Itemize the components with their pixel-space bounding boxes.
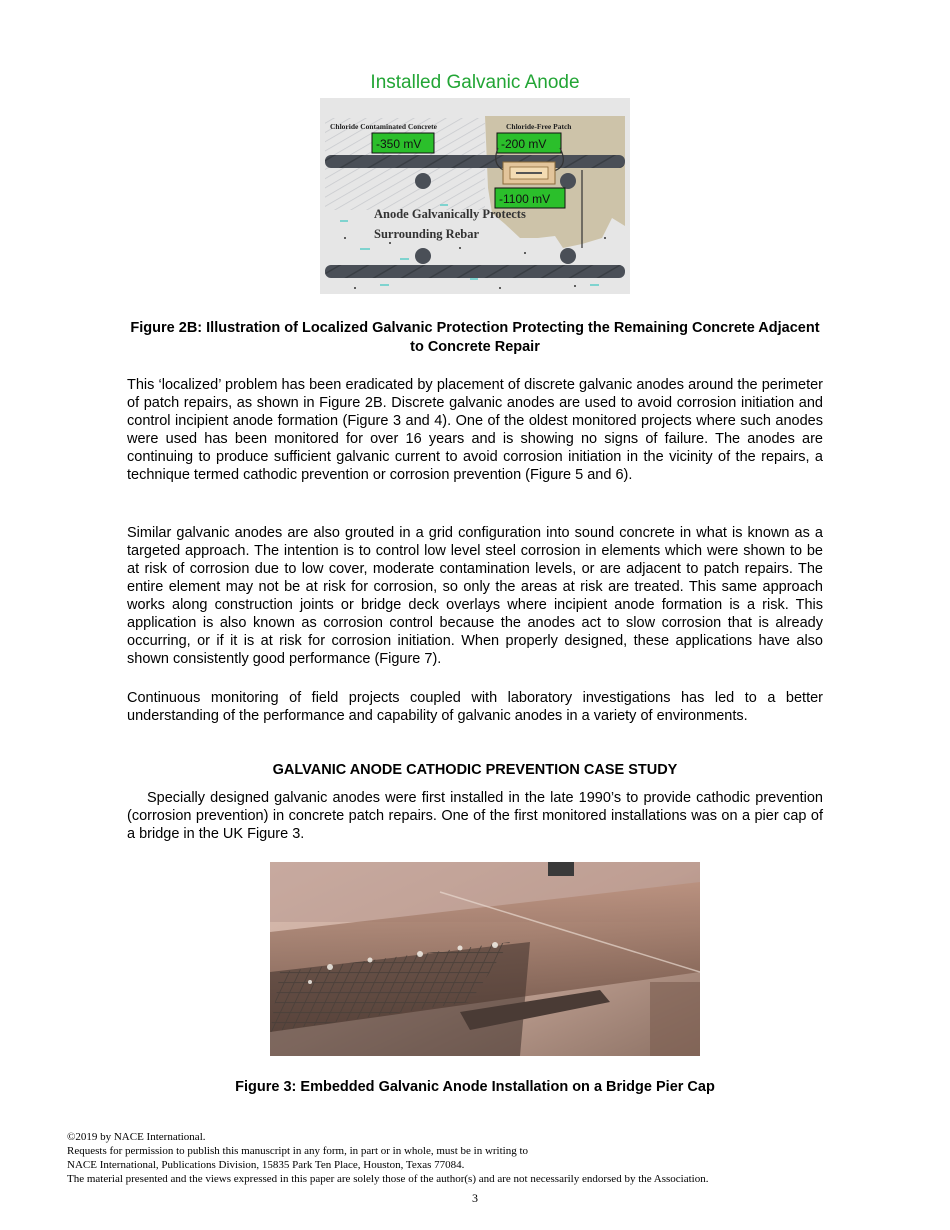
potential-right: -200 mV [501,137,547,151]
overlay-line-1: Anode Galvanically Protects [374,207,526,221]
footer-line: NACE International, Publications Division, 15835 Park Ten Place, Houston, Texas 77084. [67,1159,465,1171]
footer-line: ©2019 by NACE International. [67,1131,206,1143]
copyright-footer [67,1130,887,1186]
section-heading: GALVANIC ANODE CATHODIC PREVENTION CASE STUDY [272,762,678,778]
figure-2b-caption: Figure 2B: Illustration of Localized Galvanic Protection Protecting the Remaining Concrete Adjacent to Concrete Repair [130,320,820,355]
footer-line: The material presented and the views expressed in this paper are solely those of the author(s) and are not necessarily endorsed by the Association. [67,1173,709,1185]
rebar-cross-section [560,173,576,189]
galvanic-anode-illustration [320,98,630,294]
figure-2b-title: Installed Galvanic Anode [370,72,580,93]
figure-3-caption: Figure 3: Embedded Galvanic Anode Installation on a Bridge Pier Cap [235,1079,715,1095]
region-label-left: Chloride Contaminated Concrete [330,122,437,131]
body-paragraph: This ‘localized’ problem has been eradicated by placement of discrete galvanic anodes around the perimeter of patch repairs, as shown in Figure 2B. Discrete galvanic anodes are used to avoid corrosion initiation and control incipient anode formation (Figure 3 and 4). One of the oldest monitored projects where such anodes were used has been monitored for over 16 years and is showing no signs of failure. The anodes are continuing to produce sufficient galvanic current to avoid corrosion initiation in the vicinity of the repairs, a technique termed cathodic prevention or corrosion prevention (Figure 5 and 6). [127,377,823,483]
region-label-right: Chloride-Free Patch [506,122,572,131]
footer-line: Requests for permission to publish this manuscript in any form, in part or in whole, must be in writing to [67,1145,529,1157]
body-paragraph: Similar galvanic anodes are also grouted in a grid configuration into sound concrete in what is known as a targeted approach. The intention is to control low level steel corrosion in elements which were shown to be at risk of corrosion due to low cover, moderate contamination levels, or are adjacent to patch repairs. The entire element may not be at risk for corrosion, so only the areas at risk are treated. This same approach works along construction joints or bridge deck overlays where incipient anode formation is a risk. This application is also known as corrosion control because the anodes act to slow corrosion that is already occurring, or if it is at risk for corrosion initiation. When properly designed, these applications have also shown consistently good performance (Figure 7). [127,525,823,667]
page-number: 3 [472,1191,478,1205]
rebar-cross-section [415,173,431,189]
potential-anode: -1100 mV [499,192,551,206]
body-paragraph: Specially designed galvanic anodes were first installed in the late 1990’s to provide cathodic prevention (corrosion prevention) in concrete patch repairs. One of the first monitored installations was on a pier cap of a bridge in the UK Figure 3. [127,790,823,842]
bridge-pier-cap-photo [270,862,700,1056]
overlay-line-2: Surrounding Rebar [374,227,480,241]
potential-left: -350 mV [376,137,422,151]
body-paragraph: Continuous monitoring of field projects coupled with laboratory investigations has led to a better understanding of the performance and capability of galvanic anodes in a variety of environments. [127,690,823,724]
